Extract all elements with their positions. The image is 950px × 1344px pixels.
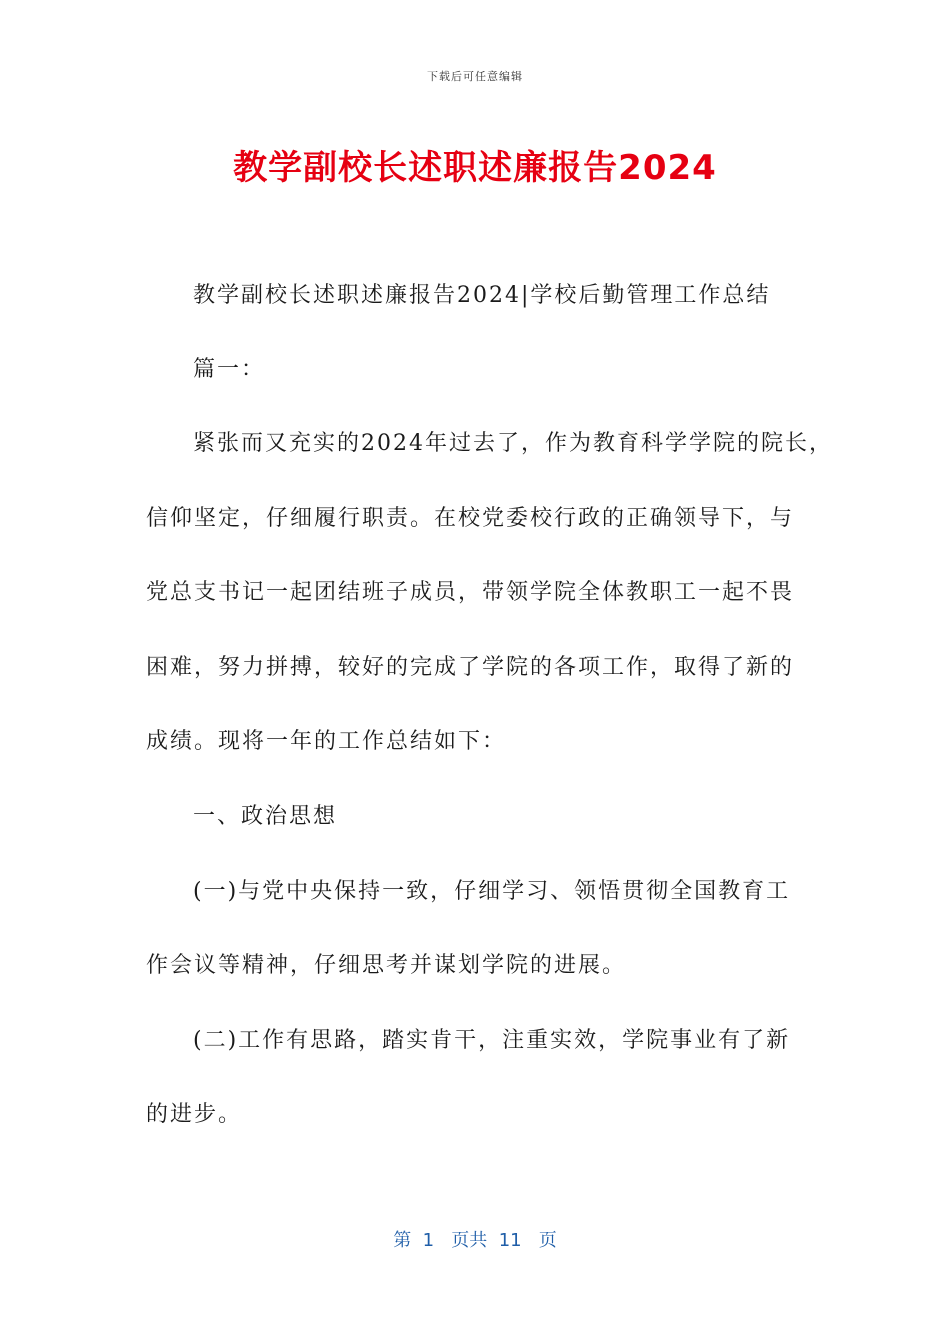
header-note: 下载后可任意编辑 — [427, 70, 523, 83]
body-line-3: 紧张而又充实的2024年过去了，作为教育科学学院的院长， — [193, 431, 833, 456]
body-line-9: (一)与党中央保持一致，仔细学习、领悟贯彻全国教育工 — [193, 879, 791, 904]
body-line-4: 信仰坚定，仔细履行职责。在校党委校行政的正确领导下，与 — [146, 506, 795, 531]
page-footer: 第 1 页共 11 页 — [393, 1230, 557, 1251]
body-line-6: 困难，努力拼搏，较好的完成了学院的各项工作，取得了新的 — [146, 655, 795, 680]
body-line-10: 作会议等精神，仔细思考并谋划学院的进展。 — [146, 953, 627, 978]
body-line-1: 教学副校长述职述廉报告2024|学校后勤管理工作总结 — [193, 283, 771, 308]
body-line-12: 的进步。 — [146, 1102, 243, 1127]
document-title: 教学副校长述职述廉报告2024 — [233, 148, 717, 188]
body-line-11: (二)工作有思路，踏实肯干，注重实效，学院事业有了新 — [193, 1028, 791, 1053]
body-line-2: 篇一： — [193, 357, 266, 382]
body-line-5: 党总支书记一起团结班子成员，带领学院全体教职工一起不畏 — [146, 580, 795, 605]
body-line-7: 成绩。现将一年的工作总结如下： — [146, 729, 507, 754]
section-heading: 一、政治思想 — [193, 804, 338, 829]
